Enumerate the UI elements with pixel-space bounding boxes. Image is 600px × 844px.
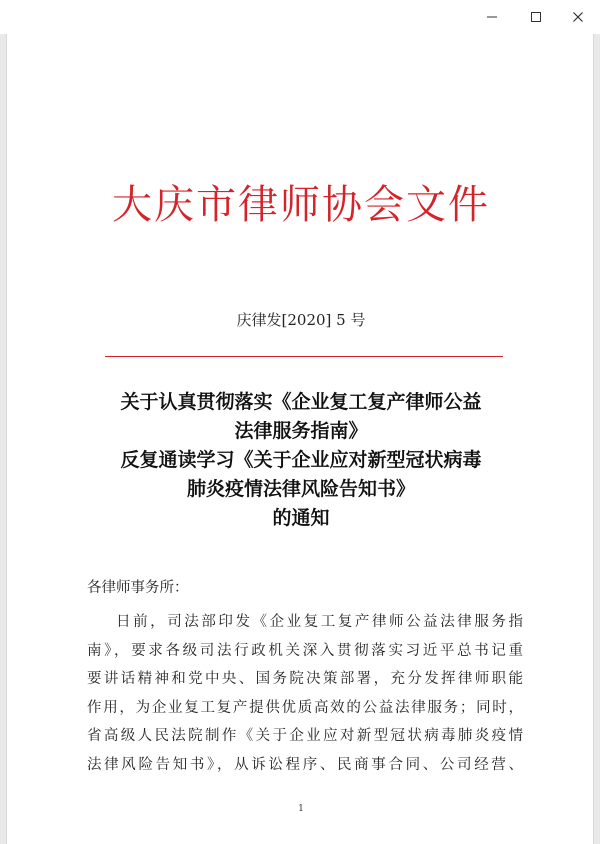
document-page: [6, 34, 594, 844]
body-text: [87, 574, 523, 780]
maximize-icon: [530, 11, 542, 23]
paragraph-line: 要讲话精神和党中央、国务院决策部署，充分发挥律师职能: [87, 671, 523, 688]
page-number: 1: [298, 804, 304, 814]
paragraph-line: 日前，司法部印发《企业复工复产律师公益法律服务指: [116, 614, 523, 630]
paragraph-line: 作用，为企业复工复产提供优质高效的公益法律服务；同时，: [87, 699, 523, 716]
close-icon: [572, 11, 584, 23]
close-button[interactable]: [556, 0, 600, 34]
salutation: 各律师事务所：: [87, 580, 189, 596]
notice-title-line: 关于认真贯彻落实《企业复工复产律师公益: [120, 391, 482, 413]
maximize-button[interactable]: [514, 0, 558, 34]
org-title: 大庆市律师协会文件: [112, 182, 490, 228]
paragraph-line: 省高级人民法院制作《关于企业应对新型冠状病毒肺炎疫情: [87, 728, 523, 745]
doc-number: 庆律发[2020] 5 号: [236, 311, 366, 329]
notice-title-line: 法律服务指南》: [234, 420, 368, 442]
notice-title-line: 的通知: [272, 507, 330, 529]
notice-title-line: 肺炎疫情法律风险告知书》: [186, 478, 415, 500]
minimize-icon: [486, 11, 498, 23]
paragraph-line: 南》，要求各级司法行政机关深入贯彻落实习近平总书记重: [87, 642, 523, 659]
body-paragraph: [87, 608, 523, 780]
viewer-margin-right: [594, 34, 600, 844]
window-titlebar: [0, 0, 600, 34]
red-separator-line: [105, 356, 503, 357]
notice-title: [67, 388, 535, 533]
paragraph-line: 法律风险告知书》，从诉讼程序、民商事合同、公司经营、: [87, 756, 523, 773]
minimize-button[interactable]: [470, 0, 514, 34]
notice-title-line: 反复通读学习《关于企业应对新型冠状病毒: [120, 449, 482, 471]
